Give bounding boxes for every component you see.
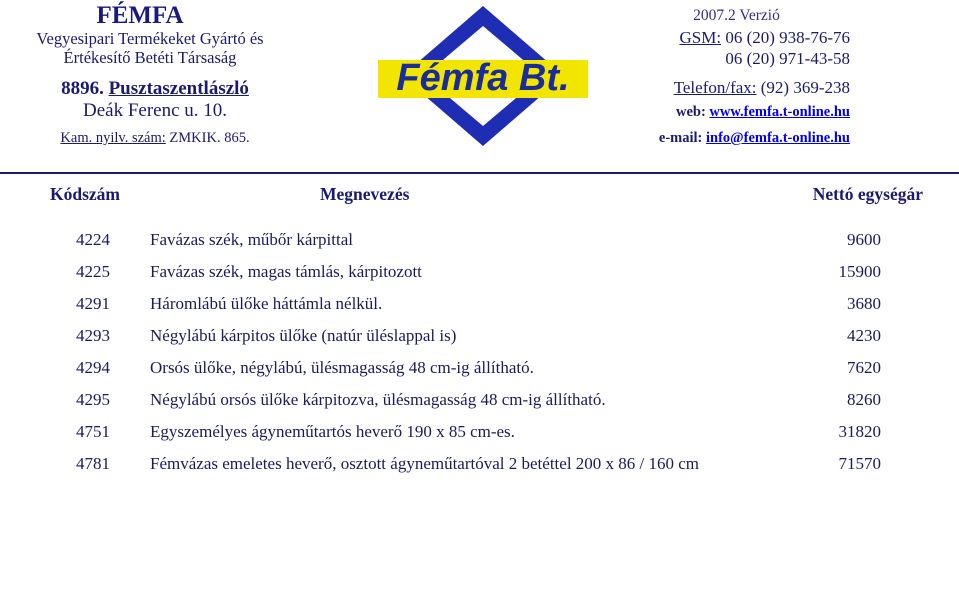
product-price: 8260: [847, 390, 881, 409]
email-label: e-mail:: [658, 130, 703, 146]
product-code: 4781: [76, 454, 110, 473]
company-name: FÉMFA: [96, 2, 184, 29]
table-row: [0, 422, 959, 454]
gsm-line1: [604, 28, 850, 48]
company-street: Deák Ferenc u. 10.: [82, 100, 228, 121]
table-row: [0, 262, 959, 294]
column-header-price: Nettó egységár: [812, 184, 923, 204]
company-registration: [0, 130, 310, 147]
product-price: 9600: [847, 230, 881, 249]
email-line: [604, 130, 850, 147]
product-name: Háromlábú ülőke háttámla nélkül.: [150, 294, 383, 313]
registration-label: Kam. nyilv. szám:: [60, 130, 166, 146]
product-code: 4294: [76, 358, 110, 377]
company-address-city: [0, 78, 310, 100]
table-row: [0, 230, 959, 262]
product-name: Orsós ülőke, négylábú, ülésmagasság 48 cm-ig állítható.: [150, 358, 534, 377]
web-link[interactable]: www.femfa.t-online.hu: [709, 104, 850, 120]
table-row: [0, 326, 959, 358]
phone-fax-line: [604, 78, 850, 98]
product-code: 4293: [76, 326, 110, 345]
gsm-number-2: 06 (20) 971-43-58: [725, 49, 850, 68]
table-row: [0, 294, 959, 326]
product-price: 3680: [847, 294, 881, 313]
web-label: web:: [675, 104, 706, 120]
phone-label: Telefon/fax:: [673, 78, 757, 97]
table-row: [0, 358, 959, 390]
product-name: Favázas szék, műbőr kárpittal: [150, 230, 353, 249]
gsm-number-1: 06 (20) 938-76-76: [725, 28, 850, 47]
column-header-code: Kódszám: [50, 184, 120, 204]
email-link[interactable]: info@femfa.t-online.hu: [706, 130, 850, 146]
product-price: 15900: [838, 262, 881, 281]
product-price: 31820: [838, 422, 881, 441]
product-code: 4224: [76, 230, 110, 249]
product-price: 71570: [838, 454, 881, 473]
column-header-name: Megnevezés: [320, 184, 410, 204]
product-code: 4225: [76, 262, 110, 281]
zip-code: 8896.: [61, 78, 104, 99]
registration-value: ZMKIK. 865.: [169, 130, 250, 146]
company-description-line2: Értékesítő Betéti Társaság: [63, 48, 237, 67]
company-description-line1: Vegyesipari Termékeket Gyártó és: [36, 29, 264, 48]
phone-number: (92) 369-238: [760, 78, 850, 97]
product-price: 7620: [847, 358, 881, 377]
femfa-logo-graphic: [378, 4, 588, 149]
product-name: Favázas szék, magas támlás, kárpitozott: [150, 262, 422, 281]
product-name: Egyszemélyes ágyneműtartós heverő 190 x 85 cm-es.: [150, 422, 515, 441]
product-code: 4295: [76, 390, 110, 409]
product-name: Négylábú kárpitos ülőke (natúr üléslappal is): [150, 326, 457, 345]
femfa-logo: [378, 4, 588, 149]
product-code: 4291: [76, 294, 110, 313]
product-code: 4751: [76, 422, 110, 441]
product-price: 4230: [847, 326, 881, 345]
product-name: Fémvázas emeletes heverő, osztott ágyneműtartóval 2 betéttel 200 x 86 / 160 cm: [150, 454, 700, 473]
version-label: 2007.2 Verzió: [693, 7, 780, 24]
header-divider: [0, 172, 959, 174]
gsm-label: GSM:: [679, 28, 722, 47]
city-name: Pusztaszentlászló: [108, 78, 249, 99]
logo-text: Fémfa Bt.: [396, 57, 570, 99]
product-name: Négylábú orsós ülőke kárpitozva, ülésmagasság 48 cm-ig állítható.: [150, 390, 606, 409]
table-row: [0, 390, 959, 422]
table-row: [0, 454, 959, 486]
web-line: [604, 104, 850, 121]
